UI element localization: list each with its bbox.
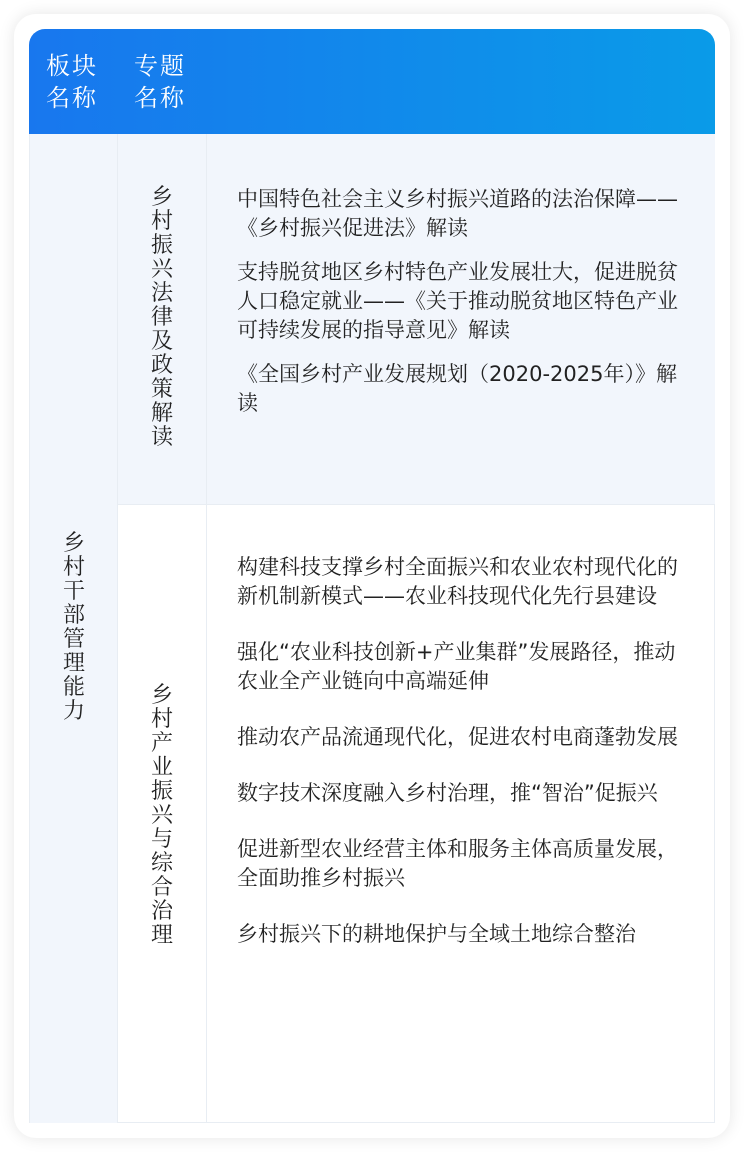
topic-row-2 — [118, 505, 715, 1123]
topic-name: 乡村振兴法律及政策解读 — [150, 185, 173, 450]
course-item: 乡村振兴下的耕地保护与全域土地综合整治 — [237, 922, 636, 946]
topic-row-1 — [118, 134, 715, 505]
topic-content — [237, 553, 689, 976]
topic-content — [237, 185, 689, 433]
topic-name: 乡村产业振兴与综合治理 — [150, 683, 173, 948]
header-topic-name: 专题名称 — [134, 52, 186, 112]
curriculum-table — [29, 29, 715, 1123]
course-item: 数字技术深度融入乡村治理，推“智治”促振兴 — [237, 781, 658, 805]
block-name: 乡村干部管理能力 — [62, 531, 85, 724]
course-item: 强化“农业科技创新+产业集群”发展路径，推动农业全产业链向中高端延伸 — [237, 640, 676, 693]
course-item: 支持脱贫地区乡村特色产业发展壮大，促进脱贫人口稳定就业——《关于推动脱贫地区特色产业可持续发展的指导意见》解读 — [237, 260, 678, 342]
topic-cell — [118, 134, 207, 504]
table-header — [29, 29, 715, 134]
header-block-name: 板块名称 — [46, 52, 98, 112]
topic-cell — [118, 505, 207, 1122]
table-body — [29, 134, 715, 1123]
course-item: 推动农产品流通现代化，促进农村电商蓬勃发展 — [237, 725, 678, 749]
course-item: 构建科技支撑乡村全面振兴和农业农村现代化的新机制新模式——农业科技现代化先行县建设 — [237, 555, 678, 608]
course-item: 促进新型农业经营主体和服务主体高质量发展，全面助推乡村振兴 — [237, 837, 678, 890]
course-item: 《全国乡村产业发展规划（2020-2025年）》解读 — [237, 362, 677, 415]
course-item: 中国特色社会主义乡村振兴道路的法治保障——《乡村振兴促进法》解读 — [237, 187, 678, 240]
block-cell — [29, 134, 118, 1123]
